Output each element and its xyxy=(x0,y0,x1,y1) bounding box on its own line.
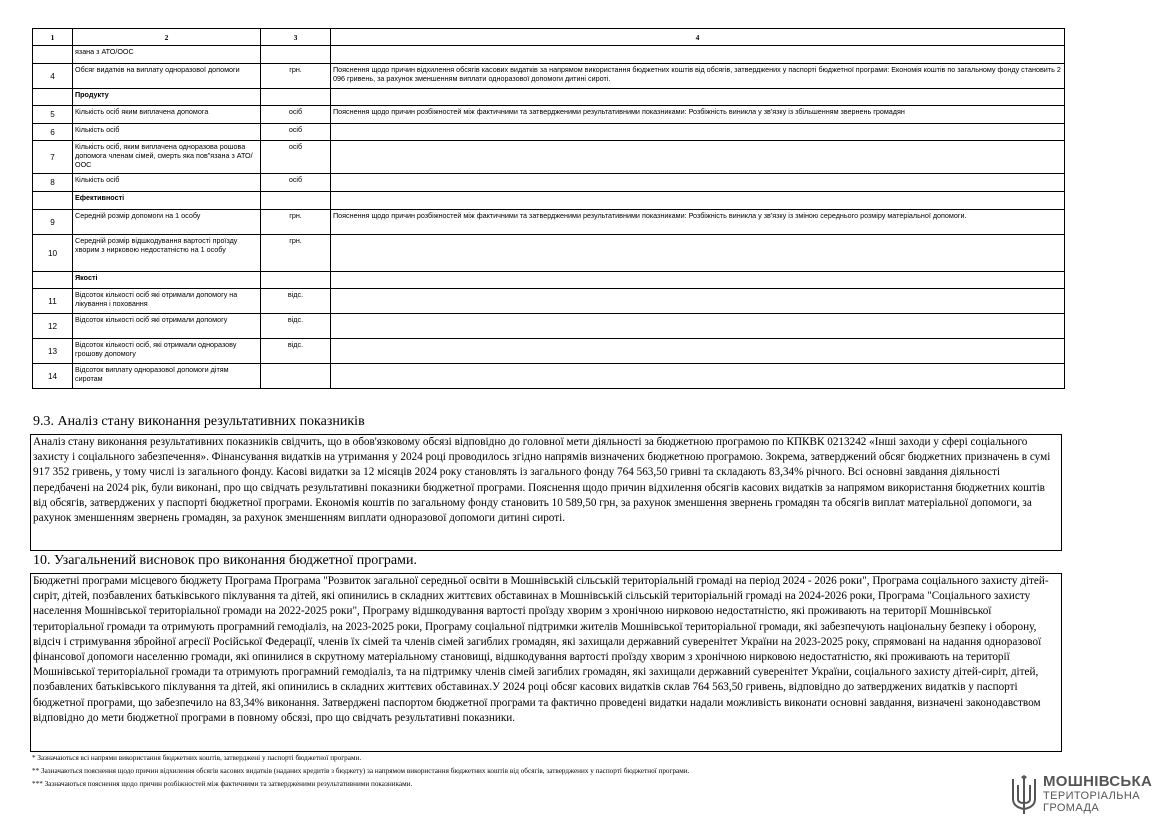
indicator-name: Відсоток кількості осіб які отримали допомогу xyxy=(73,314,261,339)
row-number xyxy=(33,272,73,289)
row-number: 14 xyxy=(33,364,73,389)
row-number xyxy=(33,46,73,64)
logo-subtitle-2: ГРОМАДА xyxy=(1043,802,1100,814)
table-row xyxy=(33,314,1065,339)
indicator-note xyxy=(331,235,1065,272)
indicator-name: Середній розмір відшкодування вартості проїзду хворим з нирковою недостатністю на 1 особу xyxy=(73,235,261,272)
section-title: Продукту xyxy=(73,89,261,106)
header-col-1: 1 xyxy=(33,29,73,46)
row-number: 4 xyxy=(33,64,73,89)
indicator-unit: відс. xyxy=(261,314,331,339)
header-col-2: 2 xyxy=(73,29,261,46)
indicator-name: Відсоток виплату одноразової допомоги дітям сиротам xyxy=(73,364,261,389)
indicator-name: Обсяг видатків на виплату одноразової допомоги xyxy=(73,64,261,89)
row-number: 9 xyxy=(33,210,73,235)
indicator-name: Відсоток кількості осіб які отримали допомогу на лікування і поховання xyxy=(73,289,261,314)
indicator-note xyxy=(331,314,1065,339)
indicator-name: Відсоток кількості осіб, які отримали одноразову грошову допомогу xyxy=(73,339,261,364)
indicator-unit: осіб xyxy=(261,106,331,124)
indicator-unit: грн. xyxy=(261,210,331,235)
indicator-note xyxy=(331,124,1065,141)
table-section-row xyxy=(33,192,1065,210)
table-row xyxy=(33,235,1065,272)
row-number xyxy=(33,89,73,106)
indicator-note: Пояснення щодо причин відхилення обсягів касових видатків за напрямом використання бюджетних коштів від обсягів, затверджених у паспорті бюджетної програми: Економія коштів по загальному фонду становить 2 096 гривень, за рахунок зменшенням виплати одноразової допомоги дитині сироті. xyxy=(331,64,1065,89)
footnote: *** Зазначаються пояснення щодо причин розбіжностей між фактичними та затвердженими результативними показниками. xyxy=(32,780,413,788)
indicator-unit xyxy=(261,46,331,64)
table-row xyxy=(33,46,1065,64)
footnotes xyxy=(32,752,992,791)
indicator-unit: відс. xyxy=(261,289,331,314)
row-number: 12 xyxy=(33,314,73,339)
indicator-unit: грн. xyxy=(261,235,331,272)
section-10-text: Бюджетні програми місцевого бюджету Програма Програма "Розвиток загальної середньої освіти в Мошнівській сільській територіальній громаді на період 2024 - 2026 роки", Програма соціального захисту дітей-сиріт, дітей, позбавлених батьківського піклування та дітей, які опинились в складних життєвих обставинах в Мошнівській сільській територіальній громаді на 2024-2026 роки, Програма "Соціального захисту населення Мошнівської територіальної громади на 2022-2025 роки", Програму відшкодування вартості проїзду хворим з хронічною нирковою недостатністю, які проживають на території Мошнівської територіальної громади та отримують програмний гемодіаліз, на 2023-2025 роки, Програму соціальної підтримки жителів Мошнівської територіальної громади, які забезпечують національну безпеку і оборону, відсіч і стримування збройної агресії Російської Федерації, членів їх сімей та членів сімей загиблих громадян, які захищали державний суверенітет України на 2023-2025 року, спрямовані на надання одноразової фінансової допомоги населенню громади, які опинилися в скрутному матеріальному становищі, відшкодування вартості проїзду хворим з хронічною нирковою недостатністю, які проживають на території Мошнівської територіальної громади та отримують програмний гемодіаліз, та на підтримку членів сімей загиблих громадян, які захищали державний суверенітет України, соціального захисту дітей-сиріт, дітей, позбавлених батьківського піклування та дітей, які опинились в складних життєвих обставинах.У 2024 році обсяг касових видатків склав 764 563,50 гривень, відповідно до затверджених видатків у паспорті бюджетної програми, що забезпечило на 83,34% виконання. Затверджені паспортом бюджетної програми та фактично проведені видатки надали можливість виконати основні завдання, визначені законодавством відповідно до мети бюджетної програми в повному обсязі, про що свідчать результативні показники. xyxy=(30,573,1062,752)
table-section-row xyxy=(33,89,1065,106)
row-number: 5 xyxy=(33,106,73,124)
indicator-unit: відс. xyxy=(261,339,331,364)
indicator-unit xyxy=(261,192,331,210)
indicator-note xyxy=(331,289,1065,314)
table-row xyxy=(33,289,1065,314)
table-row xyxy=(33,210,1065,235)
indicator-note xyxy=(331,339,1065,364)
indicator-unit xyxy=(261,89,331,106)
section-title: Ефективності xyxy=(73,192,261,210)
table-row xyxy=(33,339,1065,364)
table-row xyxy=(33,124,1065,141)
header-col-4: 4 xyxy=(331,29,1065,46)
logo-subtitle: ТЕРИТОРІАЛЬНА xyxy=(1043,790,1140,802)
section-93-title: 9.3. Аналіз стану виконання результативних показників xyxy=(33,414,365,429)
indicator-name: Середній розмір допомоги на 1 особу xyxy=(73,210,261,235)
indicator-name: язана з АТО/ООС xyxy=(73,46,261,64)
indicator-unit xyxy=(261,272,331,289)
table-row xyxy=(33,141,1065,174)
row-number: 11 xyxy=(33,289,73,314)
section-title: Якості xyxy=(73,272,261,289)
row-number: 10 xyxy=(33,235,73,272)
table-row xyxy=(33,106,1065,124)
indicator-note xyxy=(331,174,1065,192)
table-row xyxy=(33,174,1065,192)
indicator-note: Пояснення щодо причин розбіжностей між фактичними та затвердженими результативними показниками: Розбіжність виникла у зв'язку із зміною середнього розміру матеріальної допомоги. xyxy=(331,210,1065,235)
trident-icon xyxy=(1010,775,1038,815)
community-logo xyxy=(1010,773,1153,816)
indicators-table xyxy=(32,28,1065,389)
table-section-row xyxy=(33,272,1065,289)
row-number: 8 xyxy=(33,174,73,192)
indicator-name: Кількість осіб xyxy=(73,124,261,141)
indicator-unit xyxy=(261,364,331,389)
indicator-name: Кількість осіб, яким виплачена одноразова рошова допомога членам сімей, смерть яка пов"язана з АТО/ООС xyxy=(73,141,261,174)
indicator-name: Кількість осіб яким виплачена допомога xyxy=(73,106,261,124)
footnote: * Зазначаються всі напрями використання бюджетних коштів, затверджені у паспорті бюджетної програми. xyxy=(32,754,362,762)
indicator-unit: осіб xyxy=(261,141,331,174)
section-93-text: Аналіз стану виконання результативних показників свідчить, що в обов'язковому обсязі відповідно до головної мети діяльності за бюджетною програмою по КПКВК 0213242 «Інші заходи у сфері соціального захисту і соціального забезпечення». Фінансування видатків на утримання у 2024 році проводилось згідно напрямів визначених бюджетною програмою. Зокрема, затверджений обсяг бюджетних призначень в сумі 917 352 гривень, у тому числі із загального фонду. Касові видатки за 12 місяців 2024 року становлять із загального фонду 764 563,50 гривні та складають 83,34% річного. Всі основні завдання діяльності передбачені на 2024 рік, були виконані, про що свідчать результативні показники бюджетної програми. Пояснення щодо причин відхилення обсягів касових видатків за напрямом використання бюджетних коштів від обсягів, затверджених у паспорті бюджетної програми. Економія коштів по загальному фонду становить 10 589,50 грн, за рахунок зменшення звернень громадян та обсягів виплат матеріальної допомоги, за рахунок зменшенням звернень громадян, за рахунок зменшенням виплати одноразової допомоги дитині сироті. xyxy=(30,434,1062,551)
indicator-unit: осіб xyxy=(261,174,331,192)
indicator-unit: грн. xyxy=(261,64,331,89)
footnote: ** Зазначаються пояснення щодо причин відхилення обсягів касових видатків (наданих кредитів з бюджету) за напрямом використання бюджетних коштів від обсягів, затверджених у паспорті бюджетної програми. xyxy=(32,767,690,775)
table-row xyxy=(33,64,1065,89)
indicator-note xyxy=(331,364,1065,389)
header-col-3: 3 xyxy=(261,29,331,46)
indicator-note: Пояснення щодо причин розбіжностей між фактичними та затвердженими результативними показниками: Розбіжність виникла у зв'язку із збільшенням звернень громадян xyxy=(331,106,1065,124)
indicator-note xyxy=(331,89,1065,106)
row-number xyxy=(33,192,73,210)
indicator-name: Кількість осіб xyxy=(73,174,261,192)
table-row xyxy=(33,364,1065,389)
indicator-unit: осіб xyxy=(261,124,331,141)
indicator-note xyxy=(331,272,1065,289)
indicator-note xyxy=(331,141,1065,174)
table-header-row xyxy=(33,29,1065,46)
indicator-note xyxy=(331,46,1065,64)
row-number: 7 xyxy=(33,141,73,174)
indicator-note xyxy=(331,192,1065,210)
logo-title: МОШНІВСЬКА xyxy=(1043,773,1153,790)
row-number: 6 xyxy=(33,124,73,141)
section-10-title: 10. Узагальнений висновок про виконання бюджетної програми. xyxy=(33,553,417,568)
row-number: 13 xyxy=(33,339,73,364)
